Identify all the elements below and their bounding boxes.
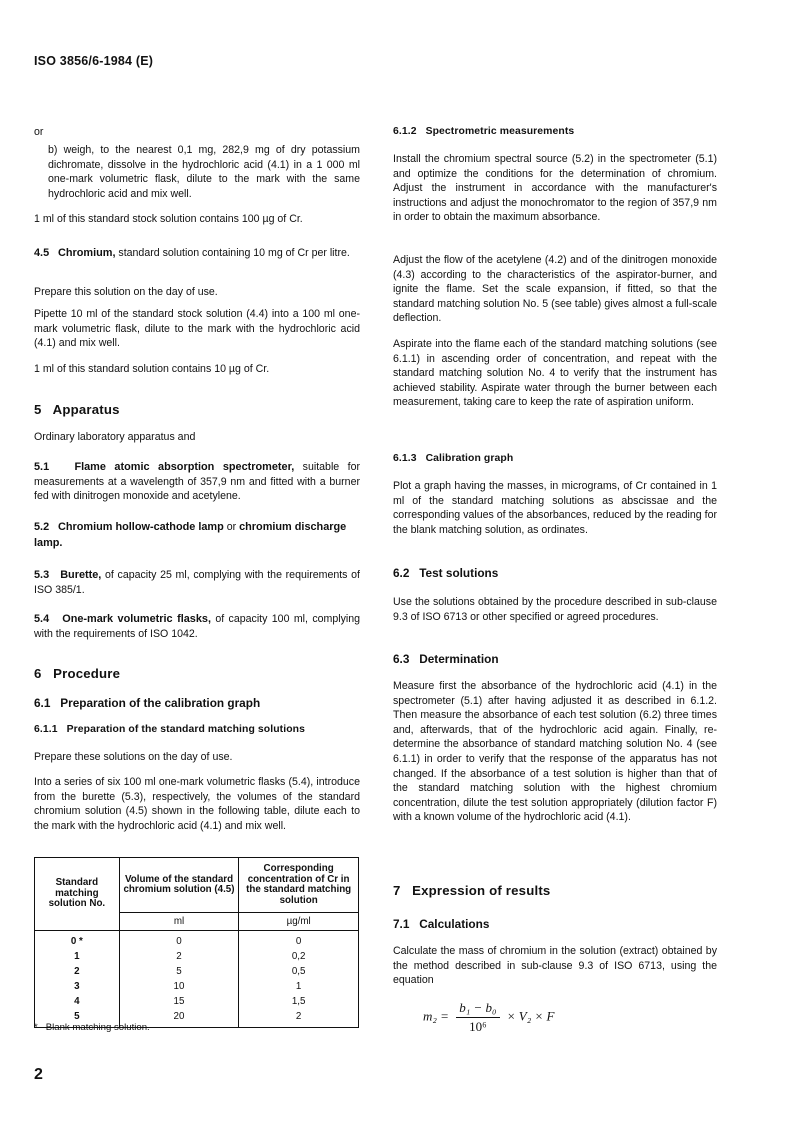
section-title: Chromium hollow-cathode lamp bbox=[57, 521, 224, 533]
item-b-paragraph: b) weigh, to the nearest 0,1 mg, 282,9 mg of dry potassium dichromate, dissolve in the hydrochloric acid (4.1) in a 1 000 ml one-mark volumetric flask, dilute to the mark with the same hydrochloric acid and mix well. bbox=[48, 144, 360, 200]
equation-rhs: × V₂ × F bbox=[506, 1008, 555, 1024]
paragraph: Install the chromium spectral source (5.2) in the spectrometer (5.1) and optimize the conditions for the determination of chromium. Adjust the instrument in accordance with the manufacturer's instructions and adjust the monochromator to the region of 357,9 nm in order to obtain the maximum absorbance. bbox=[393, 153, 717, 224]
standard-matching-solutions-table bbox=[34, 857, 359, 1028]
table-cell: 0,2 bbox=[239, 949, 359, 964]
paragraph: Prepare these solutions on the day of use. bbox=[34, 751, 233, 763]
page-number: 2 bbox=[34, 1066, 43, 1083]
table-cell: 1,5 bbox=[239, 994, 359, 1009]
table-cell: 0,5 bbox=[239, 964, 359, 979]
section-title: One-mark volumetric flasks, bbox=[62, 613, 211, 625]
table-header-cell: Volume of the standard chromium solution (4.5) bbox=[119, 858, 239, 913]
table-cell: 1 bbox=[239, 979, 359, 994]
table-cell: 0 bbox=[119, 931, 239, 950]
document-header: ISO 3856/6-1984 (E) bbox=[34, 54, 154, 68]
table-header-row bbox=[35, 858, 359, 913]
section-6-1-heading: 6.1 Preparation of the calibration graph bbox=[34, 696, 261, 710]
section-text: of capacity 100 ml, complying with the requirements of ISO 1042. bbox=[34, 613, 361, 640]
section-number: 5.4 bbox=[34, 613, 50, 625]
paragraph: Ordinary laboratory apparatus and bbox=[34, 431, 196, 443]
section-number: 5.3 bbox=[34, 569, 50, 581]
section-5-4 bbox=[34, 612, 360, 641]
table-header-cell: Standard matching solution No. bbox=[35, 858, 120, 931]
equation-fraction bbox=[456, 1000, 499, 1035]
section-5-3 bbox=[34, 568, 360, 597]
section-5-heading: 5 Apparatus bbox=[34, 402, 120, 417]
section-text: of capacity 25 ml, complying with the requirements of ISO 385/1. bbox=[34, 569, 360, 596]
table-cell: 2 bbox=[35, 964, 120, 979]
section-7-1-heading: 7.1 Calculations bbox=[393, 917, 490, 931]
equation-numerator: b₁ − b₀ bbox=[456, 1000, 499, 1018]
section-title: Chromium, bbox=[57, 247, 116, 259]
section-6-3-heading: 6.3 Determination bbox=[393, 652, 499, 666]
paragraph: Measure first the absorbance of the hydrochloric acid (4.1) in the spectrometer (5.1) after having adjusted it as described in 6.1.2. Then measure the absorbance of each test solution (6.2) three times and, afterwards, that of the hydrochloric acid again. Finally, re-determine the absorbance of standard matching solution No. 4 (see 6.1.1) in order to verify that the response of the apparatus has not changed. If the absorbance of a test solution is higher than that of the standard matching solution with the highest chromium concentration, dilute the test solution appropriately (dilution factor F) with a known volume of the hydrochloric acid (4.1). bbox=[393, 680, 717, 824]
table-cell: 2 bbox=[119, 949, 239, 964]
equation-lhs: m₂ = bbox=[423, 1008, 449, 1024]
table-cell: 4 bbox=[35, 994, 120, 1009]
paragraph: Into a series of six 100 ml one-mark volumetric flasks (5.4), introduce from the burette (5.3), respectively, the volumes of the standard chromium solution (4.5) shown in the following table, dilute each to the mark with the hydrochloric acid (4.1) and mix well. bbox=[34, 776, 360, 832]
stock-solution-note: 1 ml of this standard stock solution contains 100 µg of Cr. bbox=[34, 213, 303, 225]
section-title: Burette, bbox=[60, 569, 102, 581]
section-6-heading: 6 Procedure bbox=[34, 666, 121, 681]
table-cell: 5 bbox=[35, 1009, 120, 1028]
paragraph: Adjust the flow of the acetylene (4.2) and of the dinitrogen monoxide (4.3) according to the characteristics of the aspirator-burner, and ignite the flame. Set the scale expansion, if fitted, so that the standard matching solution No. 5 (see table) gives almost a full-scale deflection. bbox=[393, 254, 717, 325]
table-unit-cell: ml bbox=[119, 913, 239, 931]
table-cell: 5 bbox=[119, 964, 239, 979]
section-5-1 bbox=[34, 460, 360, 504]
table-cell: 15 bbox=[119, 994, 239, 1009]
table-row bbox=[35, 949, 359, 964]
section-6-1-1-heading: 6.1.1 Preparation of the standard matching solutions bbox=[34, 724, 305, 735]
section-text: or bbox=[223, 521, 240, 533]
section-6-1-2-heading: 6.1.2 Spectrometric measurements bbox=[393, 126, 575, 137]
table-cell: 10 bbox=[119, 979, 239, 994]
section-6-1-3-heading: 6.1.3 Calibration graph bbox=[393, 453, 514, 464]
paragraph: Use the solutions obtained by the procedure described in sub-clause 9.3 of ISO 6713 or other specified or agreed procedures. bbox=[393, 596, 717, 623]
section-4-5 bbox=[34, 246, 360, 261]
section-text: suitable for measurements at a wavelength of 357,9 nm and fitted with a burner fed with dinitrogen monoxide and acetylene. bbox=[34, 461, 360, 503]
paragraph: Plot a graph having the masses, in micrograms, of Cr contained in 1 ml of the standard matching solutions as abscissae and the corresponding values of the absorbances, reduced by the reading for the blank matching solution, as ordinates. bbox=[393, 480, 717, 536]
table-cell: 0 bbox=[239, 931, 359, 950]
paragraph: Calculate the mass of chromium in the solution (extract) obtained by the method described in sub-clause 9.3 of ISO 6713, using the equation bbox=[393, 945, 717, 987]
table-row bbox=[35, 994, 359, 1009]
calculation-equation bbox=[423, 1000, 554, 1035]
table-row bbox=[35, 979, 359, 994]
table-cell: 0 * bbox=[35, 931, 120, 950]
paragraph: Prepare this solution on the day of use. bbox=[34, 286, 218, 298]
section-number: 4.5 bbox=[34, 247, 50, 259]
table-footnote: * Blank matching solution. bbox=[34, 1022, 150, 1033]
table-cell: 20 bbox=[119, 1009, 239, 1028]
table-header-cell: Corresponding concentration of Cr in the standard matching solution bbox=[239, 858, 359, 913]
table-cell: 3 bbox=[35, 979, 120, 994]
table-row bbox=[35, 964, 359, 979]
section-text: standard solution containing 10 mg of Cr per litre. bbox=[115, 247, 350, 259]
section-number: 5.1 bbox=[34, 461, 50, 473]
or-text: or bbox=[34, 126, 44, 138]
table-row bbox=[35, 931, 359, 950]
table-cell: 1 bbox=[35, 949, 120, 964]
paragraph: 1 ml of this standard solution contains 10 µg of Cr. bbox=[34, 363, 270, 375]
table-cell: 2 bbox=[239, 1009, 359, 1028]
paragraph: Aspirate into the flame each of the standard matching solutions (see 6.1.1) in ascending order of concentration, and repeat with the standard matching solution No. 4 to verify that the instrument has achieved stability. Aspirate water through the burner between each measurement, taking care to keep the rate of aspiration uniform. bbox=[393, 338, 717, 409]
paragraph: Pipette 10 ml of the standard stock solution (4.4) into a 100 ml one-mark volumetric flask, dilute to the mark with the hydrochloric acid (4.1) and mix well. bbox=[34, 308, 360, 350]
section-7-heading: 7 Expression of results bbox=[393, 883, 551, 898]
section-6-2-heading: 6.2 Test solutions bbox=[393, 566, 499, 580]
section-number: 5.2 bbox=[34, 521, 50, 533]
section-title: chromium discharge lamp. bbox=[34, 521, 347, 549]
section-5-2 bbox=[34, 520, 360, 551]
section-title: Flame atomic absorption spectrometer, bbox=[74, 461, 295, 473]
equation-denominator: 10⁶ bbox=[469, 1019, 487, 1034]
table-unit-cell: µg/ml bbox=[239, 913, 359, 931]
